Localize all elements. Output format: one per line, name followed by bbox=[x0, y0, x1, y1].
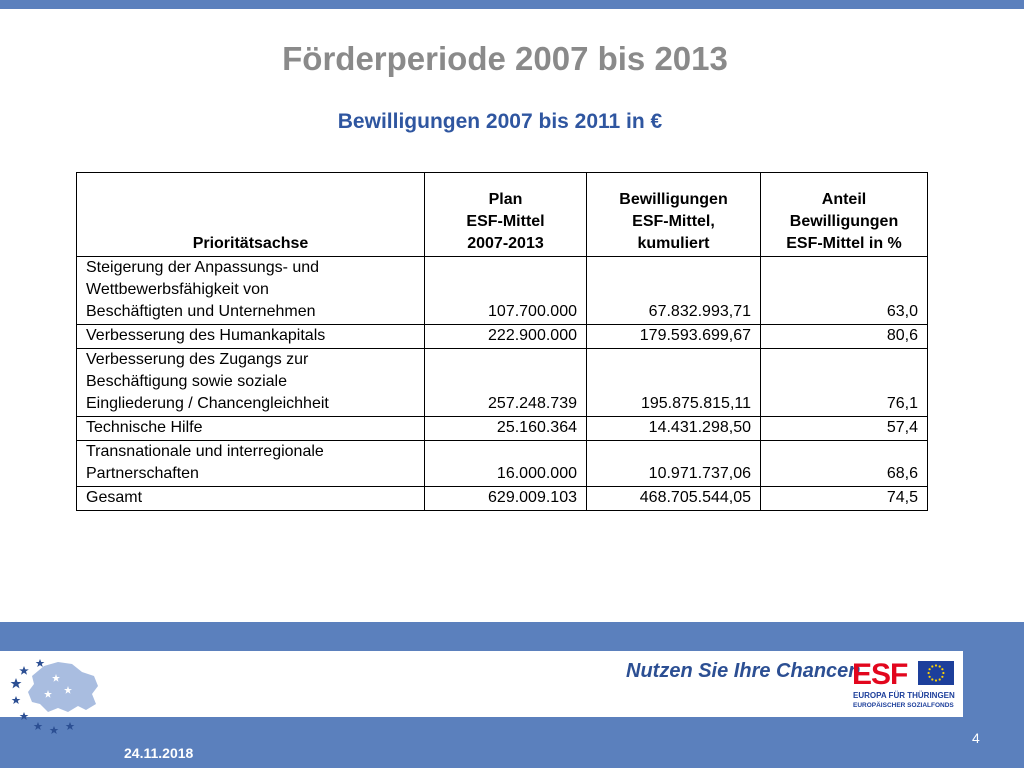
header-plan: Plan ESF-Mittel 2007-2013 bbox=[425, 173, 587, 257]
table-row bbox=[77, 257, 928, 325]
table-row bbox=[77, 325, 928, 349]
esf-logo bbox=[852, 658, 956, 714]
top-accent-bar bbox=[0, 0, 1024, 9]
cell-plan: 629.009.103 bbox=[425, 487, 587, 511]
cell-priority-axis: Transnationale und interregionale Partnerschaften bbox=[77, 441, 425, 487]
cell-approved: 14.431.298,50 bbox=[587, 417, 761, 441]
slide-subtitle: Bewilligungen 2007 bis 2011 in € bbox=[337, 110, 663, 133]
table-row bbox=[77, 417, 928, 441]
esf-tagline-1: EUROPA FÜR THÜRINGEN bbox=[853, 691, 955, 700]
esf-tagline-2: EUROPÄISCHER SOZIALFONDS bbox=[853, 702, 954, 709]
page-number: 4 bbox=[972, 730, 980, 746]
grants-table bbox=[76, 172, 928, 511]
cell-plan: 222.900.000 bbox=[425, 325, 587, 349]
cell-priority-axis: Technische Hilfe bbox=[77, 417, 425, 441]
cell-priority-axis: Verbesserung des Humankapitals bbox=[77, 325, 425, 349]
cell-share: 57,4 bbox=[761, 417, 928, 441]
header-share: Anteil Bewilligungen ESF-Mittel in % bbox=[761, 173, 928, 257]
cell-approved: 468.705.544,05 bbox=[587, 487, 761, 511]
table-header-row bbox=[77, 173, 928, 257]
slide-title: Förderperiode 2007 bis 2013 bbox=[282, 40, 728, 77]
cell-priority-axis: Gesamt bbox=[77, 487, 425, 511]
table-row bbox=[77, 349, 928, 417]
table-row bbox=[77, 441, 928, 487]
cell-approved: 10.971.737,06 bbox=[587, 441, 761, 487]
eu-flag-icon bbox=[918, 661, 954, 685]
cell-share: 68,6 bbox=[761, 441, 928, 487]
cell-priority-axis: Steigerung der Anpassungs- und Wettbewerbsfähigkeit von Beschäftigten und Unternehmen bbox=[77, 257, 425, 325]
cell-share: 74,5 bbox=[761, 487, 928, 511]
cell-priority-axis: Verbesserung des Zugangs zur Beschäftigung sowie soziale Eingliederung / Chancengleichheit bbox=[77, 349, 425, 417]
cell-approved: 179.593.699,67 bbox=[587, 325, 761, 349]
cell-share: 76,1 bbox=[761, 349, 928, 417]
table-row-total bbox=[77, 487, 928, 511]
cell-plan: 25.160.364 bbox=[425, 417, 587, 441]
cell-plan: 16.000.000 bbox=[425, 441, 587, 487]
thuringia-star-map-logo bbox=[8, 656, 108, 736]
esf-wordmark: ESF bbox=[852, 658, 908, 691]
slogan-text: Nutzen Sie Ihre Chancen bbox=[626, 660, 861, 682]
cell-plan: 257.248.739 bbox=[425, 349, 587, 417]
cell-approved: 67.832.993,71 bbox=[587, 257, 761, 325]
header-priority-axis: Prioritätsachse bbox=[77, 173, 425, 257]
cell-share: 80,6 bbox=[761, 325, 928, 349]
cell-share: 63,0 bbox=[761, 257, 928, 325]
slide-date: 24.11.2018 bbox=[124, 745, 194, 761]
cell-plan: 107.700.000 bbox=[425, 257, 587, 325]
cell-approved: 195.875.815,11 bbox=[587, 349, 761, 417]
header-approved: Bewilligungen ESF-Mittel, kumuliert bbox=[587, 173, 761, 257]
